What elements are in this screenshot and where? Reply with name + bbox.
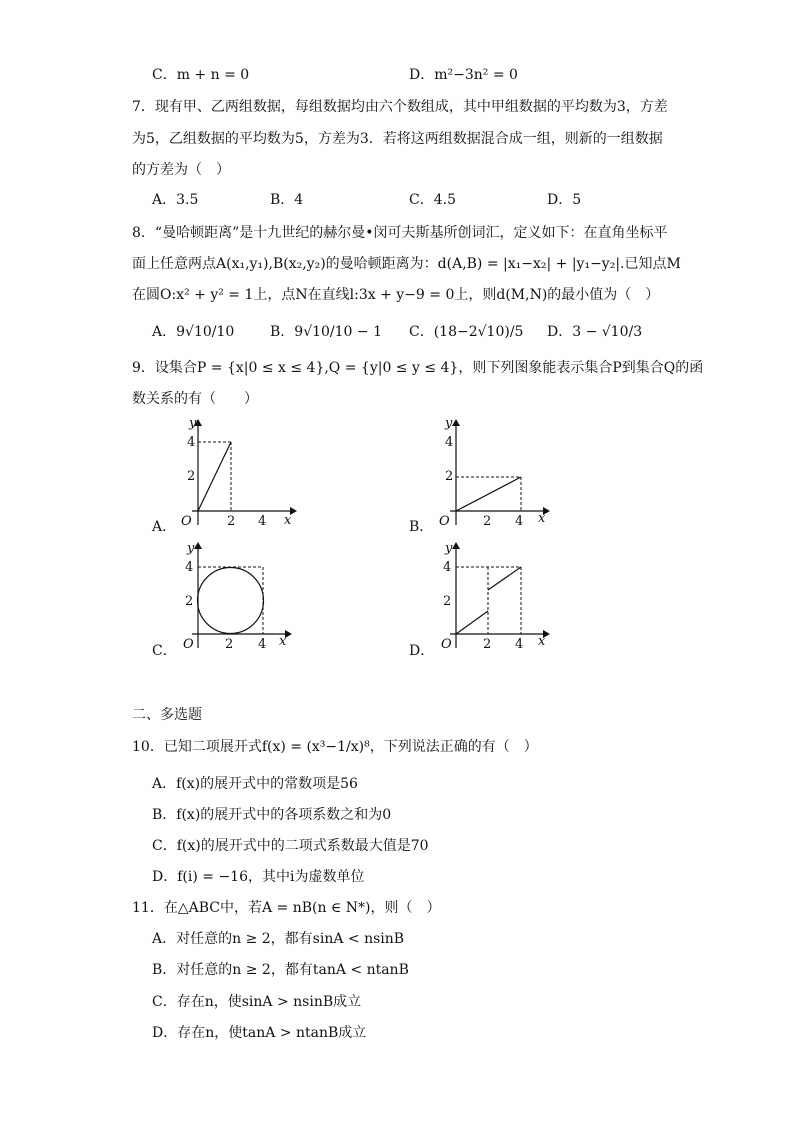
q9-line-2: 数关系的有（ ） — [132, 391, 258, 407]
origin-label: O — [181, 514, 192, 529]
q11-option-a: A．对任意的n ≥ 2，都有sinA < nsinB — [152, 931, 405, 947]
origin-label: O — [441, 637, 452, 652]
q11-option-d: D．存在n，使tanA > ntanB成立 — [152, 1025, 367, 1041]
q9-figure-d-label: D． — [409, 643, 435, 659]
q10-stem: 10．已知二项展开式f(x) = (x³−1/x)⁸，下列说法正确的有（ ） — [132, 739, 538, 755]
origin-label: O — [183, 637, 194, 652]
tick-x-4: 4 — [515, 514, 524, 529]
q11-option-c: C．存在n，使sinA > nsinB成立 — [152, 994, 362, 1010]
axis-y-label: y — [445, 541, 453, 556]
section-title: 二、多选题 — [132, 707, 202, 723]
tick-y-2: 2 — [445, 469, 454, 484]
q8-option-b: B．9√10/10 − 1 — [270, 324, 382, 340]
axis-x-label: x — [284, 513, 292, 528]
q8-line-2: 面上任意两点A(x₁,y₁),B(x₂,y₂)的曼哈顿距离为：d(A,B) = |x₁−x₂| + |y₁−y₂|.已知点M — [132, 256, 681, 272]
tick-x-2: 2 — [225, 637, 234, 652]
q8-line-1: 8．“曼哈顿距离”是十九世纪的赫尔曼•闵可夫斯基所创词汇，定义如下：在直角坐标平 — [132, 225, 668, 241]
q9-figure-c-label: C． — [152, 643, 177, 659]
tick-y-2: 2 — [187, 469, 196, 484]
tick-x-2: 2 — [483, 514, 492, 529]
axis-x-label: x — [538, 511, 546, 526]
q9-figure-a — [170, 415, 300, 530]
q10-option-c: C．f(x)的展开式中的二项式系数最大值是70 — [152, 838, 429, 854]
axis-x-label: x — [279, 634, 287, 649]
tick-x-2: 2 — [227, 514, 236, 529]
q9-figure-d — [428, 538, 558, 653]
q10-option-d: D．f(i) = −16，其中i为虚数单位 — [152, 869, 365, 885]
q7-option-a: A．3.5 — [152, 192, 199, 208]
tick-y-4: 4 — [443, 560, 452, 575]
q7-option-c: C．4.5 — [409, 192, 456, 208]
q7-option-d: D．5 — [547, 192, 582, 208]
q8-line-3: 在圆O:x² + y² = 1上，点N在直线l:3x + y−9 = 0上，则d(M,N)的最小值为（ ） — [132, 287, 660, 303]
q9-figure-a-label: A． — [152, 519, 177, 535]
tick-x-4: 4 — [258, 514, 267, 529]
tick-x-4: 4 — [515, 637, 524, 652]
q7-line-3: 的方差为（ ） — [132, 162, 230, 178]
q7-line-1: 7．现有甲、乙两组数据，每组数据均由六个数组成，其中甲组数据的平均数为3，方差 — [132, 99, 668, 115]
q8-option-a: A．9√10/10 — [152, 324, 235, 340]
q9-figure-c — [170, 538, 300, 653]
tick-y-2: 2 — [185, 594, 194, 609]
q9-figure-b-label: B． — [409, 519, 434, 535]
tick-y-4: 4 — [187, 435, 196, 450]
q11-option-b: B．对任意的n ≥ 2，都有tanA < ntanB — [152, 962, 409, 978]
q9-line-1: 9．设集合P = {x|0 ≤ x ≤ 4},Q = {y|0 ≤ y ≤ 4}，则下列图象能表示集合P到集合Q的函 — [132, 360, 704, 376]
tick-x-4: 4 — [258, 637, 267, 652]
q6-option-d: D．m²−3n² = 0 — [409, 67, 518, 83]
q8-option-d: D．3 − √10/3 — [547, 324, 643, 340]
axis-y-label: y — [445, 416, 453, 431]
q8-option-c: C．(18−2√10)/5 — [409, 324, 524, 340]
q11-stem: 11．在△ABC中，若A = nB(n ∈ N*)，则（ ） — [132, 900, 441, 916]
axis-y-label: y — [189, 416, 197, 431]
q6-option-c: C．m + n = 0 — [152, 67, 250, 83]
q10-option-a: A．f(x)的展开式中的常数项是56 — [152, 776, 358, 792]
q7-line-2: 为5，乙组数据的平均数为5，方差为3．若将这两组数据混合成一组，则新的一组数据 — [132, 131, 663, 147]
tick-y-4: 4 — [185, 560, 194, 575]
origin-label: O — [439, 514, 450, 529]
tick-y-4: 4 — [445, 435, 454, 450]
axis-x-label: x — [538, 634, 546, 649]
q7-option-b: B．4 — [270, 192, 304, 208]
tick-x-2: 2 — [483, 637, 492, 652]
q10-option-b: B．f(x)的展开式中的各项系数之和为0 — [152, 807, 392, 823]
tick-y-2: 2 — [443, 594, 452, 609]
axis-y-label: y — [187, 541, 195, 556]
q9-figure-b — [428, 415, 558, 530]
